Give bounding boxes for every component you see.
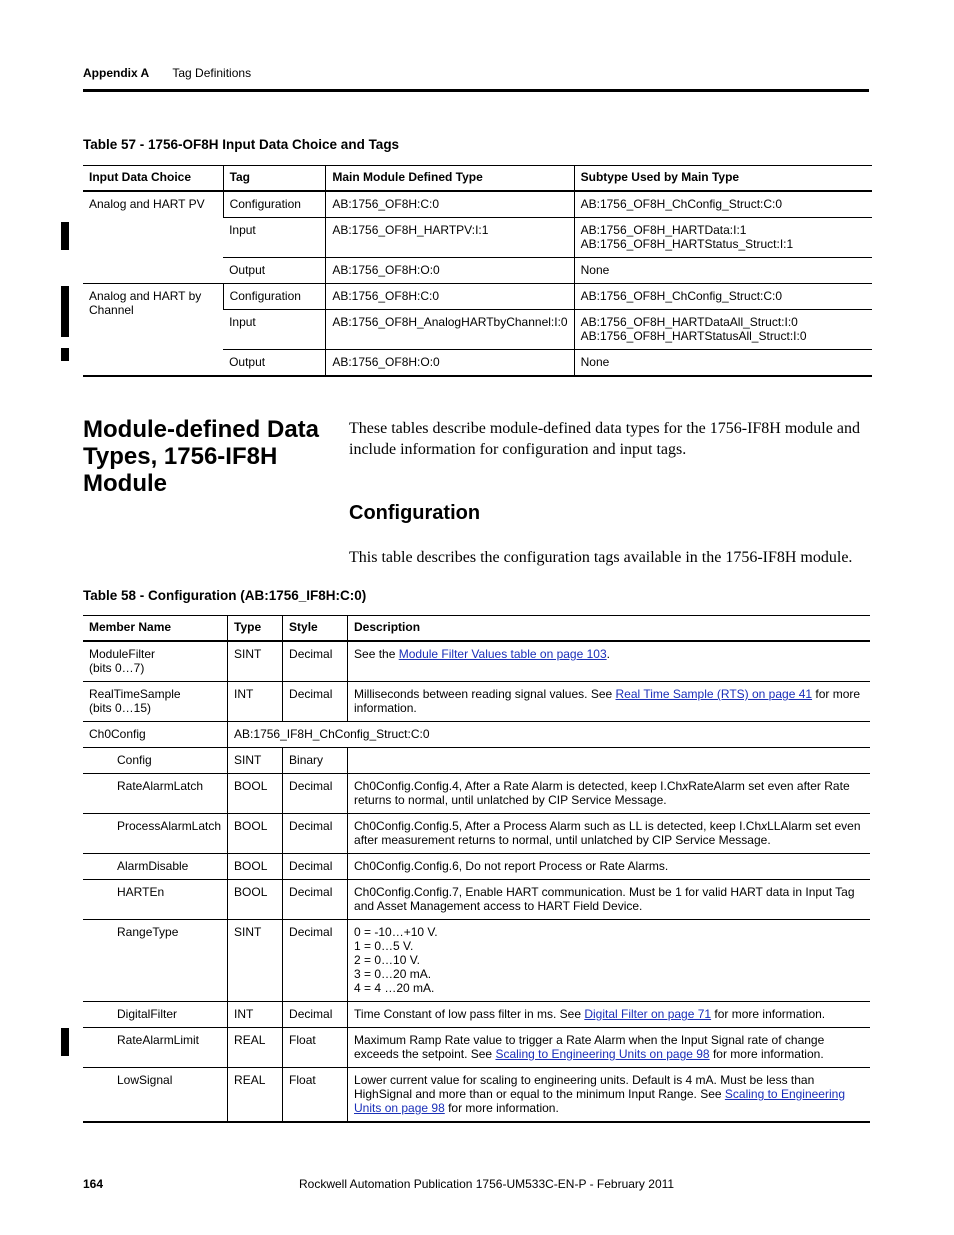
table-header-row [83,166,872,192]
tag-cell: Configuration [223,191,326,218]
section-title: Module-defined Data Types, 1756-IF8H Module [83,416,320,497]
description-cell [348,1002,870,1028]
tag-cell: Output [223,258,326,284]
table-row [83,748,870,774]
member-name: Config [83,748,228,774]
desc-italic: x [761,819,768,833]
main-type-cell: AB:1756_OF8H:O:0 [326,258,574,284]
type-cell: BOOL [228,814,283,854]
desc-text: RateAlarm set even after Rate returns to normal, until unlatched by CIP Service Message. [354,779,850,807]
subsection-intro: This table describes the configuration tags available in the 1756-IF8H module. [349,549,853,566]
col-header: Main Module Defined Type [326,166,574,192]
table-header-row [83,616,870,642]
type-cell: REAL [228,1068,283,1123]
table58-caption: Table 58 - Configuration (AB:1756_IF8H:C:0) [83,588,367,603]
description-cell [348,641,870,682]
style-cell: Decimal [283,682,348,722]
change-bar [61,286,69,337]
member-name: RateAlarmLimit [83,1028,228,1068]
input-data-choice: Analog and HART PV [83,191,223,284]
tag-cell: Input [223,310,326,350]
input-data-choice: Analog and HART by Channel [83,284,223,377]
type-cell: BOOL [228,854,283,880]
description-cell: Ch0Config.Config.7, Enable HART communication. Must be 1 for valid HART data in Input Tag and Asset Management access to HART Field Device. [348,880,870,920]
desc-text: Ch0Config.Config.5, After a Process Alarm such as LL is detected, keep I.Ch [354,819,762,833]
style-cell: Decimal [283,854,348,880]
description-cell [348,748,870,774]
cross-reference-link[interactable]: Module Filter Values table on page 103 [398,647,607,661]
change-bar [61,1028,69,1056]
main-type-cell: AB:1756_OF8H_AnalogHARTbyChannel:I:0 [326,310,574,350]
type-cell: SINT [228,748,283,774]
member-name: RealTimeSample (bits 0…15) [83,682,228,722]
struct-type-cell: AB:1756_IF8H_ChConfig_Struct:C:0 [228,722,870,748]
table57 [83,165,872,377]
col-header: Member Name [83,616,228,642]
subtype-cell: AB:1756_OF8H_ChConfig_Struct:C:0 [574,284,872,310]
table-row [83,682,870,722]
member-name: LowSignal [83,1068,228,1123]
change-bar [61,348,69,361]
style-cell: Decimal [283,880,348,920]
style-cell: Decimal [283,1002,348,1028]
style-cell: Float [283,1068,348,1123]
table-row [83,880,870,920]
description-cell: 0 = -10…+10 V. 1 = 0…5 V. 2 = 0…10 V. 3 = 0…20 mA. 4 = 4 …20 mA. [348,920,870,1002]
desc-text: for more information. [711,1007,826,1021]
col-header: Subtype Used by Main Type [574,166,872,192]
member-name: DigitalFilter [83,1002,228,1028]
main-type-cell: AB:1756_OF8H:C:0 [326,284,574,310]
desc-italic: x [682,779,689,793]
member-name: ProcessAlarmLatch [83,814,228,854]
type-cell: REAL [228,1028,283,1068]
style-cell: Decimal [283,774,348,814]
cross-reference-link[interactable]: Digital Filter on page 71 [584,1007,712,1021]
member-name: HARTEn [83,880,228,920]
col-header: Tag [223,166,326,192]
subtype-cell: None [574,258,872,284]
description-cell [348,814,870,854]
description-cell [348,682,870,722]
change-bar [61,222,69,250]
table-row [83,284,872,310]
main-type-cell: AB:1756_OF8H_HARTPV:I:1 [326,218,574,258]
tag-cell: Input [223,218,326,258]
publication-info: Rockwell Automation Publication 1756-UM533C-EN-P - February 2011 [299,1177,675,1191]
desc-text: Time Constant of low pass filter in ms. See [354,1007,585,1021]
type-cell: SINT [228,641,283,682]
main-type-cell: AB:1756_OF8H:C:0 [326,191,574,218]
section-intro: These tables describe module-defined data types for the 1756-IF8H module and include information for configuration and input tags. [349,420,860,458]
desc-text: Maximum Ramp Rate value to trigger a Rate Alarm when the Input Signal rate of change exceeds the setpoint. See [354,1033,825,1061]
desc-text: . [606,647,610,661]
subtype-cell: AB:1756_OF8H_ChConfig_Struct:C:0 [574,191,872,218]
member-name: Ch0Config [83,722,228,748]
subtype-cell: AB:1756_OF8H_HARTDataAll_Struct:I:0 AB:1756_OF8H_HARTStatusAll_Struct:I:0 [574,310,872,350]
description-cell: Ch0Config.Config.6, Do not report Process or Rate Alarms. [348,854,870,880]
table-row [83,920,870,1002]
table-row [83,1028,870,1068]
cross-reference-link[interactable]: Real Time Sample (RTS) on page 41 [615,687,813,701]
description-cell [348,774,870,814]
type-cell: INT [228,1002,283,1028]
main-type-cell: AB:1756_OF8H:O:0 [326,350,574,377]
subsection-title: Configuration [349,502,481,524]
table-row [83,722,870,748]
col-header: Input Data Choice [83,166,223,192]
type-cell: BOOL [228,774,283,814]
description-cell [348,1068,870,1123]
style-cell: Float [283,1028,348,1068]
member-name: ModuleFilter (bits 0…7) [83,641,228,682]
running-header [83,66,251,80]
desc-text: See the [354,647,399,661]
col-header: Style [283,616,348,642]
description-cell [348,1028,870,1068]
style-cell: Decimal [283,814,348,854]
style-cell: Decimal [283,641,348,682]
desc-text: Lower current value for scaling to engineering units. Default is 4 mA. Must be less than HighSignal and more than or equal to the minimum Input Range. See [354,1073,815,1101]
style-cell: Binary [283,748,348,774]
subtype-cell: None [574,350,872,377]
subtype-cell: AB:1756_OF8H_HARTData:I:1 AB:1756_OF8H_HARTStatus_Struct:I:1 [574,218,872,258]
desc-text: for more information. [444,1101,559,1115]
tag-cell: Configuration [223,284,326,310]
col-header: Type [228,616,283,642]
header-rule [83,89,869,92]
desc-text: Ch0Config.Config.4, After a Rate Alarm is detected, keep I.Ch [354,779,683,793]
desc-text: for more information. [354,687,861,715]
desc-text: LLAlarm set even after measurement returns to normal, until unlatched by CIP Service Message. [354,819,861,847]
table57-caption: Table 57 - 1756-OF8H Input Data Choice and Tags [83,137,400,152]
member-name: AlarmDisable [83,854,228,880]
member-name: RateAlarmLatch [83,774,228,814]
tag-cell: Output [223,350,326,377]
desc-text: Milliseconds between reading signal values. See [354,687,616,701]
table-row [83,191,872,218]
table-row [83,1068,870,1123]
table-row [83,854,870,880]
member-name: RangeType [83,920,228,1002]
cross-reference-link[interactable]: Scaling to Engineering Units on page 98 [495,1047,710,1061]
table58 [83,615,870,1123]
type-cell: SINT [228,920,283,1002]
desc-text: for more information. [709,1047,824,1061]
table-row [83,1002,870,1028]
table-row [83,641,870,682]
col-header: Description [348,616,870,642]
table-row [83,774,870,814]
type-cell: INT [228,682,283,722]
cross-reference-link[interactable]: Scaling to Engineering Units on page 98 [354,1087,845,1115]
section-label: Tag Definitions [172,66,252,80]
table-row [83,814,870,854]
page-number: 164 [83,1177,104,1191]
style-cell: Decimal [283,920,348,1002]
type-cell: BOOL [228,880,283,920]
appendix-label: Appendix A [83,66,150,80]
